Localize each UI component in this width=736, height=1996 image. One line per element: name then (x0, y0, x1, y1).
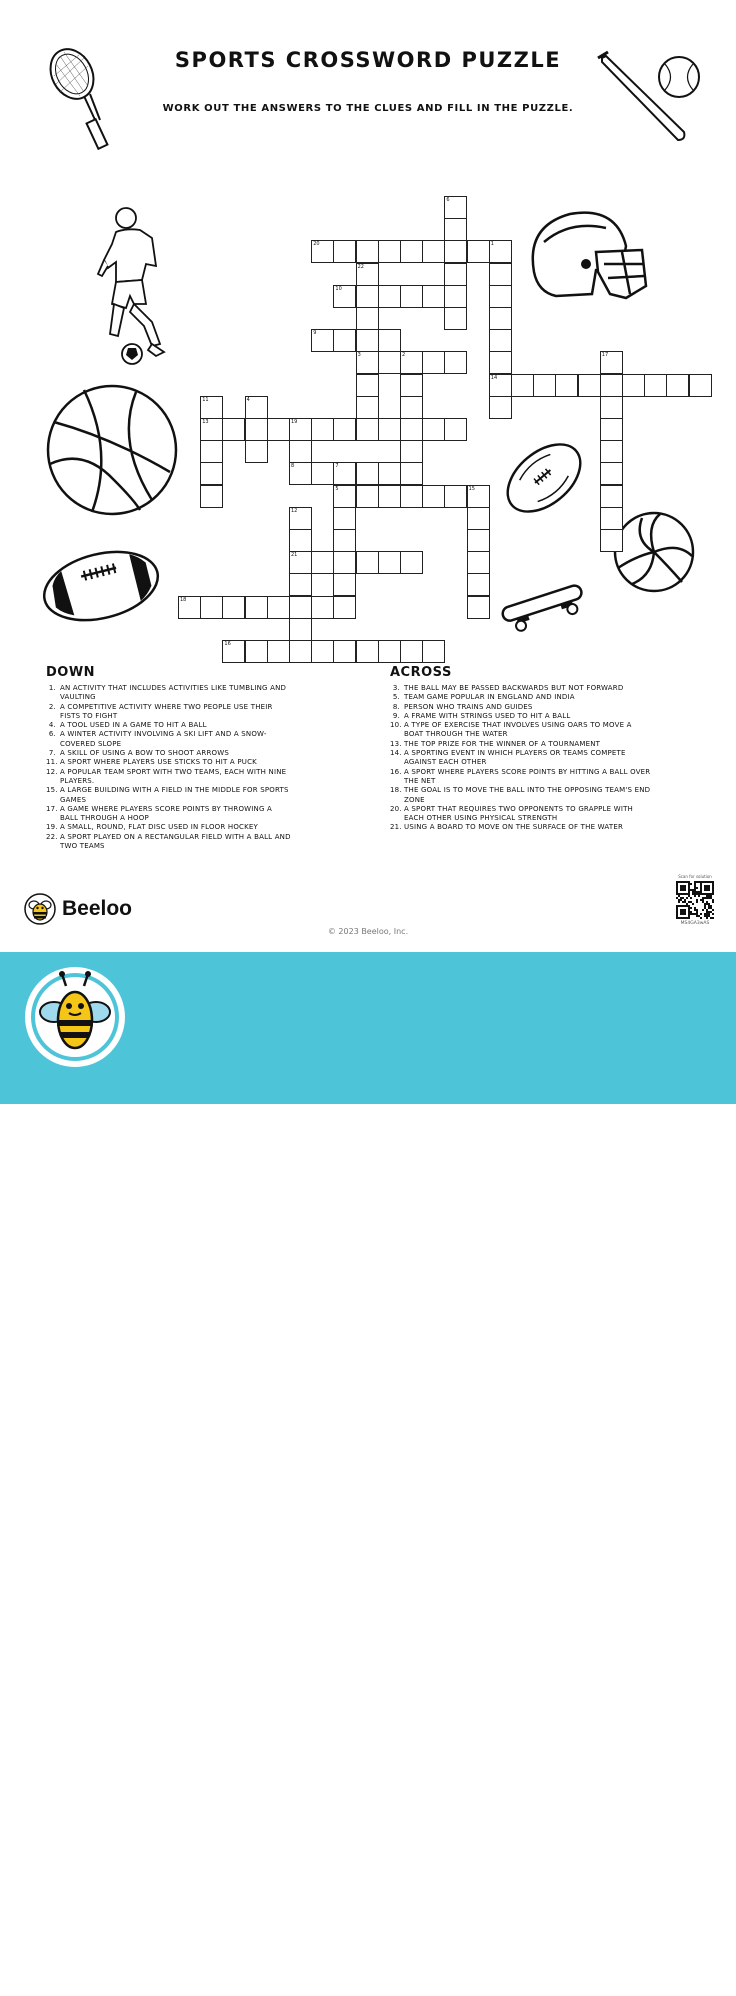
grid-cell[interactable] (356, 307, 379, 330)
grid-number: 13 (202, 419, 209, 425)
grid-cell[interactable] (622, 374, 645, 397)
grid-cell[interactable] (356, 640, 379, 663)
grid-cell[interactable] (267, 596, 290, 619)
grid-cell[interactable] (555, 374, 578, 397)
grid-cell[interactable] (422, 485, 445, 508)
grid-cell[interactable] (289, 440, 312, 463)
clue-text: A TYPE OF EXERCISE THAT INVOLVES USING OARS TO MOVE A BOAT THROUGH THE WATER (404, 721, 632, 739)
grid-number: 12 (291, 507, 298, 514)
clue-item (390, 740, 652, 749)
grid-cell[interactable] (289, 618, 312, 641)
grid-cell[interactable] (289, 640, 312, 663)
grid-cell[interactable] (245, 418, 268, 441)
grid-cell[interactable] (400, 374, 423, 397)
grid-cell[interactable] (600, 418, 623, 441)
clue-item (390, 768, 652, 787)
clue-number: 8. (392, 702, 400, 711)
page-subtitle: WORK OUT THE ANSWERS TO THE CLUES AND FILL IN THE PUZZLE. (162, 103, 574, 114)
grid-cell[interactable] (333, 551, 356, 574)
clue-item (390, 805, 652, 824)
grid-cell[interactable] (689, 374, 712, 397)
grid-cell[interactable] (356, 485, 379, 508)
grid-cell[interactable] (600, 485, 623, 508)
clue-text: TEAM GAME POPULAR IN ENGLAND AND INDIA (404, 693, 575, 702)
grid-number: 19 (291, 419, 298, 425)
grid-cell[interactable] (378, 551, 401, 574)
brand-name: Beeloo (62, 897, 133, 920)
grid-cell[interactable] (267, 418, 290, 441)
grid-number: 2 (402, 352, 406, 359)
clue-item (390, 823, 652, 832)
grid-cell[interactable] (489, 263, 512, 286)
clue-number: 21. (390, 823, 402, 832)
clue-text: A SMALL, ROUND, FLAT DISC USED IN FLOOR HOCKEY (60, 823, 259, 832)
grid-cell[interactable] (289, 596, 312, 619)
clue-text: THE GOAL IS TO MOVE THE BALL INTO THE OPPOSING TEAM'S END ZONE (404, 786, 651, 804)
grid-cell[interactable] (533, 374, 556, 397)
grid-number: 20 (313, 241, 320, 248)
grid-cell[interactable] (333, 329, 356, 352)
grid-cell[interactable] (378, 329, 401, 352)
grid-cell[interactable] (644, 374, 667, 397)
grid-cell[interactable] (400, 640, 423, 663)
grid-number: 21 (291, 552, 298, 559)
grid-cell[interactable] (200, 485, 223, 508)
grid-cell[interactable] (356, 396, 379, 419)
grid-cell[interactable] (444, 418, 467, 441)
clue-number: 19. (46, 823, 58, 832)
clue-item (390, 786, 652, 805)
grid-cell[interactable] (400, 285, 423, 308)
clue-number: 17. (46, 804, 58, 813)
clue-text: A POPULAR TEAM SPORT WITH TWO TEAMS, EACH WITH NINE PLAYERS. (60, 767, 287, 785)
grid-cell[interactable] (267, 640, 290, 663)
grid-cell[interactable] (600, 374, 623, 397)
grid-cell[interactable] (356, 329, 379, 352)
clue-number: 16. (390, 767, 402, 776)
grid-cell[interactable] (489, 329, 512, 352)
grid-cell[interactable] (200, 440, 223, 463)
grid-cell[interactable] (444, 218, 467, 241)
clue-item (390, 684, 652, 693)
grid-cell[interactable] (467, 529, 490, 552)
copyright-text: © 2023 Beeloo, Inc. (327, 927, 409, 936)
clue-text: A SPORT PLAYED ON A RECTANGULAR FIELD WITH A BALL AND TWO TEAMS (60, 832, 291, 851)
grid-cell[interactable] (600, 440, 623, 463)
clue-item (46, 730, 292, 749)
qr-code-icon[interactable] (676, 881, 714, 919)
grid-cell[interactable] (356, 285, 379, 308)
qr-block (670, 874, 720, 926)
clue-number: 12. (46, 767, 58, 776)
down-heading: DOWN (46, 665, 96, 680)
grid-cell[interactable] (444, 351, 467, 374)
clue-number: 18. (390, 786, 402, 795)
grid-cell[interactable] (400, 485, 423, 508)
clue-item (46, 823, 292, 832)
grid-number: 16 (224, 641, 231, 647)
grid-cell[interactable] (422, 418, 445, 441)
clue-text: PERSON WHO TRAINS AND GUIDES (404, 702, 533, 711)
grid-cell[interactable] (400, 240, 423, 263)
clue-text: A SPORT THAT REQUIRES TWO OPPONENTS TO GRAPPLE WITH EACH OTHER USING PHYSICAL STRENGTH (404, 804, 634, 823)
clue-item (46, 758, 292, 767)
grid-number: 8 (291, 463, 295, 470)
grid-cell[interactable] (378, 351, 401, 374)
clue-number: 6. (48, 730, 56, 739)
grid-number: 11 (202, 396, 209, 403)
grid-cell[interactable] (378, 240, 401, 263)
grid-number: 5 (335, 485, 339, 492)
grid-number: 9 (313, 330, 317, 337)
crossword-grid (0, 0, 736, 680)
grid-cell[interactable] (333, 529, 356, 552)
grid-cell[interactable] (400, 440, 423, 463)
grid-number: 17 (601, 352, 609, 359)
grid-cell[interactable] (467, 551, 490, 574)
bee-logo-icon (22, 964, 128, 1070)
clue-text: USING A BOARD TO MOVE ON THE SURFACE OF THE WATER (404, 823, 624, 832)
clue-text: A SPORT WHERE PLAYERS USE STICKS TO HIT A PUCK (60, 758, 257, 767)
grid-cell[interactable] (467, 507, 490, 530)
grid-cell[interactable] (356, 462, 379, 485)
grid-cell[interactable] (600, 529, 623, 552)
clue-text: A LARGE BUILDING WITH A FIELD IN THE MIDDLE FOR SPORTS GAMES (60, 786, 289, 804)
clue-item (390, 712, 652, 721)
clue-item (46, 749, 292, 758)
clue-number: 2. (48, 702, 56, 711)
grid-cell[interactable] (378, 418, 401, 441)
clue-number: 10. (390, 721, 402, 730)
grid-cell[interactable] (511, 374, 534, 397)
clue-item (390, 749, 652, 768)
grid-cell[interactable] (378, 640, 401, 663)
beeloo-brand (24, 893, 132, 925)
grid-cell[interactable] (600, 462, 623, 485)
grid-cell[interactable] (333, 240, 356, 263)
grid-cell[interactable] (311, 462, 334, 485)
clue-item (390, 721, 652, 740)
grid-cell[interactable] (289, 573, 312, 596)
grid-cell[interactable] (333, 640, 356, 663)
clue-text: A COMPETITIVE ACTIVITY WHERE TWO PEOPLE USE THEIR FISTS TO FIGHT (60, 702, 273, 720)
grid-cell[interactable] (467, 240, 490, 263)
grid-cell[interactable] (222, 418, 245, 441)
clue-text: AN ACTIVITY THAT INCLUDES ACTIVITIES LIKE TUMBLING AND VAULTING (60, 684, 287, 702)
grid-number: 22 (357, 263, 364, 270)
grid-number: 3 (357, 352, 361, 359)
grid-cell[interactable] (400, 396, 423, 419)
grid-cell[interactable] (444, 263, 467, 286)
grid-cell[interactable] (311, 551, 334, 574)
clue-number: 15. (46, 786, 58, 795)
grid-number: 7 (335, 463, 339, 470)
grid-cell[interactable] (333, 596, 356, 619)
clue-number: 4. (48, 721, 56, 730)
across-clues (390, 664, 652, 833)
grid-cell[interactable] (245, 640, 268, 663)
clue-text: A SKILL OF USING A BOW TO SHOOT ARROWS (60, 749, 229, 758)
clue-number: 14. (390, 749, 402, 758)
grid-cell[interactable] (333, 418, 356, 441)
grid-cell[interactable] (444, 240, 467, 263)
grid-cell[interactable] (444, 485, 467, 508)
across-clue-list (390, 684, 652, 833)
clue-item (46, 768, 292, 787)
grid-cell[interactable] (400, 551, 423, 574)
grid-number: 6 (446, 197, 450, 203)
grid-cell[interactable] (356, 551, 379, 574)
banner-label: Crossword (248, 1935, 535, 1995)
page-title: SPORTS CROSSWORD PUZZLE (174, 48, 562, 72)
grid-cell[interactable] (311, 596, 334, 619)
grid-cell[interactable] (489, 285, 512, 308)
grid-number: 14 (490, 374, 498, 381)
clue-number: 13. (390, 739, 402, 748)
grid-cell[interactable] (245, 596, 268, 619)
clue-item (46, 805, 292, 824)
grid-cell[interactable] (467, 596, 490, 619)
down-clue-list (46, 684, 292, 851)
grid-cell[interactable] (600, 507, 623, 530)
grid-cell[interactable] (444, 285, 467, 308)
clue-text: A SPORT WHERE PLAYERS SCORE POINTS BY HITTING A BALL OVER THE NET (404, 767, 651, 785)
grid-cell[interactable] (356, 374, 379, 397)
clue-number: 9. (392, 711, 400, 720)
grid-cell[interactable] (489, 307, 512, 330)
clue-number: 7. (48, 749, 56, 758)
grid-cell[interactable] (311, 640, 334, 663)
clue-item (46, 786, 292, 805)
clue-item (46, 721, 292, 730)
clue-item (46, 703, 292, 722)
grid-cell[interactable] (200, 596, 223, 619)
grid-number: 4 (246, 396, 250, 403)
grid-cell[interactable] (289, 529, 312, 552)
clue-item (46, 833, 292, 852)
bee-logo-icon (24, 893, 56, 925)
grid-cell[interactable] (666, 374, 689, 397)
grid-cell[interactable] (378, 485, 401, 508)
grid-cell[interactable] (333, 573, 356, 596)
qr-caption: Scan for solution (678, 874, 712, 879)
grid-number: 18 (180, 596, 187, 603)
grid-cell[interactable] (245, 440, 268, 463)
grid-cell[interactable] (200, 462, 223, 485)
grid-cell[interactable] (422, 240, 445, 263)
qr-code-label: MS4GA3wAS (680, 921, 710, 926)
grid-cell[interactable] (356, 418, 379, 441)
clue-item (46, 684, 292, 703)
clue-number: 5. (392, 693, 400, 702)
clue-text: THE TOP PRIZE FOR THE WINNER OF A TOURNAMENT (404, 739, 601, 748)
clue-number: 22. (46, 832, 58, 841)
grid-number: 15 (468, 485, 475, 492)
clue-text: THE BALL MAY BE PASSED BACKWARDS BUT NOT FORWARD (404, 684, 624, 692)
grid-cell[interactable] (467, 573, 490, 596)
category-banner (0, 952, 736, 1995)
clue-item (390, 693, 652, 702)
grid-cell[interactable] (489, 396, 512, 419)
grid-cell[interactable] (600, 396, 623, 419)
clue-item (390, 703, 652, 712)
grid-cell[interactable] (356, 240, 379, 263)
grid-cell[interactable] (378, 462, 401, 485)
clue-number: 3. (392, 684, 400, 692)
clue-text: A FRAME WITH STRINGS USED TO HIT A BALL (404, 711, 571, 720)
clue-text: A WINTER ACTIVITY INVOLVING A SKI LIFT AND A SNOW-COVERED SLOPE (60, 730, 267, 748)
grid-cell[interactable] (400, 462, 423, 485)
grid-cell[interactable] (422, 351, 445, 374)
clue-text: A GAME WHERE PLAYERS SCORE POINTS BY THROWING A BALL THROUGH A HOOP (60, 804, 273, 823)
clue-number: 11. (46, 758, 58, 767)
grid-cell[interactable] (489, 351, 512, 374)
grid-cell[interactable] (578, 374, 601, 397)
puzzle-sheet (0, 0, 736, 952)
clue-text: A TOOL USED IN A GAME TO HIT A BALL (60, 721, 207, 730)
clue-number: 1. (48, 684, 56, 692)
grid-cell[interactable] (333, 507, 356, 530)
grid-number: 10 (335, 285, 342, 292)
grid-cell[interactable] (222, 596, 245, 619)
across-heading: ACROSS (390, 665, 452, 680)
grid-cell[interactable] (311, 418, 334, 441)
grid-cell[interactable] (422, 285, 445, 308)
grid-number: 1 (490, 241, 494, 248)
down-clues (46, 664, 292, 851)
grid-cell[interactable] (378, 285, 401, 308)
grid-cell[interactable] (422, 640, 445, 663)
grid-cell[interactable] (444, 307, 467, 330)
clue-text: A SPORTING EVENT IN WHICH PLAYERS OR TEAMS COMPETE AGAINST EACH OTHER (404, 749, 626, 767)
clue-number: 20. (390, 804, 402, 813)
grid-cell[interactable] (400, 418, 423, 441)
